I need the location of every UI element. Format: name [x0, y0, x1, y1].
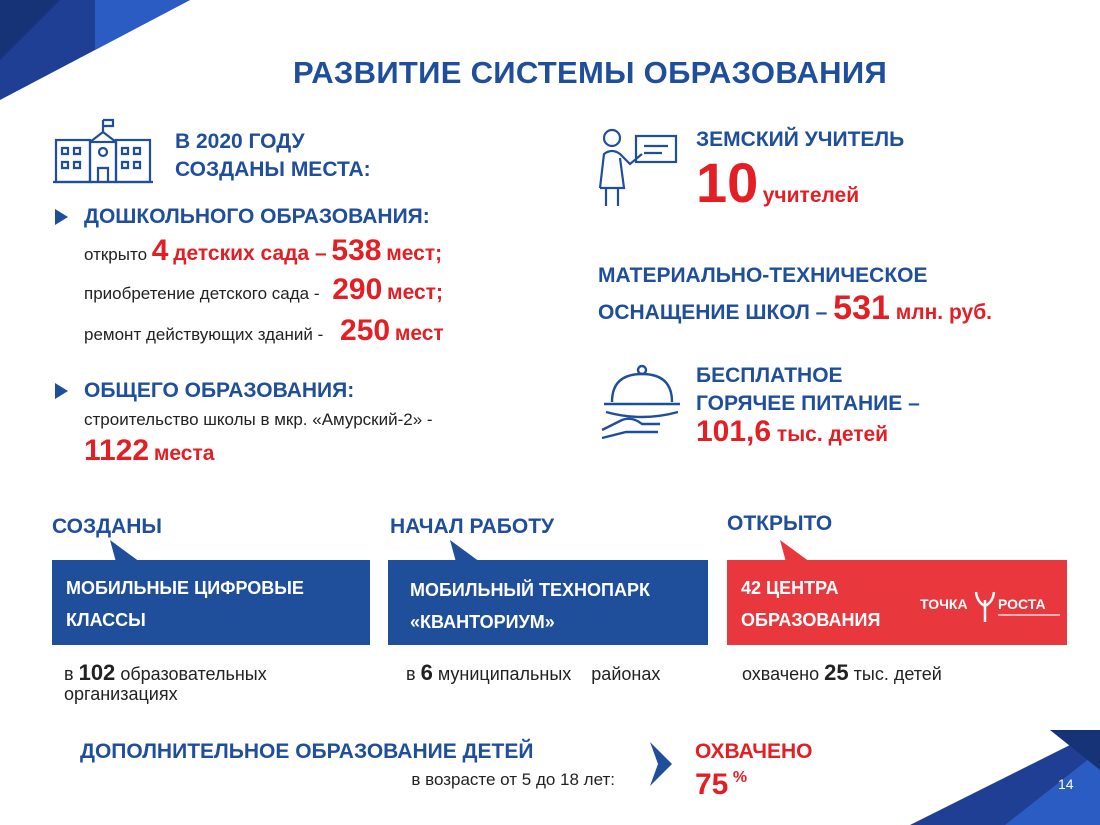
- additional-sub: в возрасте от 5 до 18 лет:: [411, 770, 615, 789]
- zemsky-value: 10 учителей: [696, 151, 860, 214]
- page-number: 14: [1058, 776, 1074, 792]
- general-line-2: 1122 места: [84, 434, 215, 467]
- card-2-caption: в 6 муниципальных районах: [406, 660, 661, 685]
- card-2-box: [388, 560, 708, 645]
- meals-line2: ГОРЯЧЕЕ ПИТАНИЕ –: [696, 392, 920, 415]
- preschool-line-3: ремонт действующих зданий - 250 мест: [84, 314, 444, 347]
- preschool-heading: ДОШКОЛЬНОГО ОБРАЗОВАНИЯ:: [84, 205, 430, 228]
- card-2-line2: «КВАНТОРИУМ»: [410, 612, 555, 632]
- preschool-line-1: открыто 4 детских сада – 538 мест;: [84, 234, 443, 267]
- card-2-label: НАЧАЛ РАБОТУ: [390, 515, 555, 538]
- card-1-line1: МОБИЛЬНЫЕ ЦИФРОВЫЕ: [66, 578, 304, 598]
- teacher-icon: [592, 124, 682, 210]
- general-line-1: строительство школы в мкр. «Амурский-2» -: [84, 410, 433, 429]
- additional-heading: ДОПОЛНИТЕЛЬНОЕ ОБРАЗОВАНИЕ ДЕТЕЙ: [80, 740, 534, 763]
- play-arrow-icon: [55, 209, 68, 225]
- additional-covered: ОХВАЧЕНО: [695, 740, 813, 763]
- cloche-icon: [598, 362, 686, 442]
- equipment-line1: МАТЕРИАЛЬНО-ТЕХНИЧЕСКОЕ: [598, 264, 928, 287]
- card-2-line1: МОБИЛЬНЫЙ ТЕХНОПАРК: [410, 580, 650, 600]
- card-1-pointer: [100, 540, 140, 562]
- chevron-right-icon: [650, 742, 672, 786]
- places-heading-line2: СОЗДАНЫ МЕСТА:: [175, 158, 371, 181]
- card-1-caption: в 102 образовательных организациях: [64, 660, 267, 704]
- card-1-label: СОЗДАНЫ: [52, 515, 162, 538]
- card-1-box: [52, 560, 370, 645]
- meals-block: [696, 362, 920, 449]
- equipment-block: [598, 260, 992, 329]
- card-3-line2: ОБРАЗОВАНИЯ: [741, 610, 881, 630]
- equipment-suffix: млн. руб.: [895, 301, 993, 324]
- tochka-rosta-logo: ТОЧКА РОСТА: [920, 588, 1060, 628]
- page-title: РАЗВИТИЕ СИСТЕМЫ ОБРАЗОВАНИЯ: [292, 55, 888, 90]
- meals-suffix: тыс. детей: [776, 423, 889, 446]
- play-arrow-icon: [55, 383, 68, 399]
- places-heading-line1: В 2020 ГОДУ: [175, 130, 305, 153]
- equipment-line2: ОСНАЩЕНИЕ ШКОЛ –: [598, 301, 828, 324]
- meals-line1: БЕСПЛАТНОЕ: [696, 364, 843, 387]
- zemsky-heading: ЗЕМСКИЙ УЧИТЕЛЬ: [696, 128, 905, 151]
- school-building-icon: [52, 118, 154, 184]
- general-heading: ОБЩЕГО ОБРАЗОВАНИЯ:: [84, 379, 355, 402]
- additional-value: 75 %: [695, 768, 748, 801]
- meals-num: 101,6: [696, 415, 772, 448]
- card-2-pointer: [440, 540, 480, 562]
- card-3-pointer: [770, 540, 810, 562]
- preschool-line-2: приобретение детского сада - 290 мест;: [84, 273, 443, 306]
- equipment-num: 531: [833, 289, 890, 327]
- card-3-line1: 42 ЦЕНТРА: [741, 578, 839, 598]
- card-1-line2: КЛАССЫ: [66, 610, 146, 630]
- card-3-caption: охвачено 25 тыс. детей: [742, 660, 942, 685]
- card-3-label: ОТКРЫТО: [727, 512, 833, 535]
